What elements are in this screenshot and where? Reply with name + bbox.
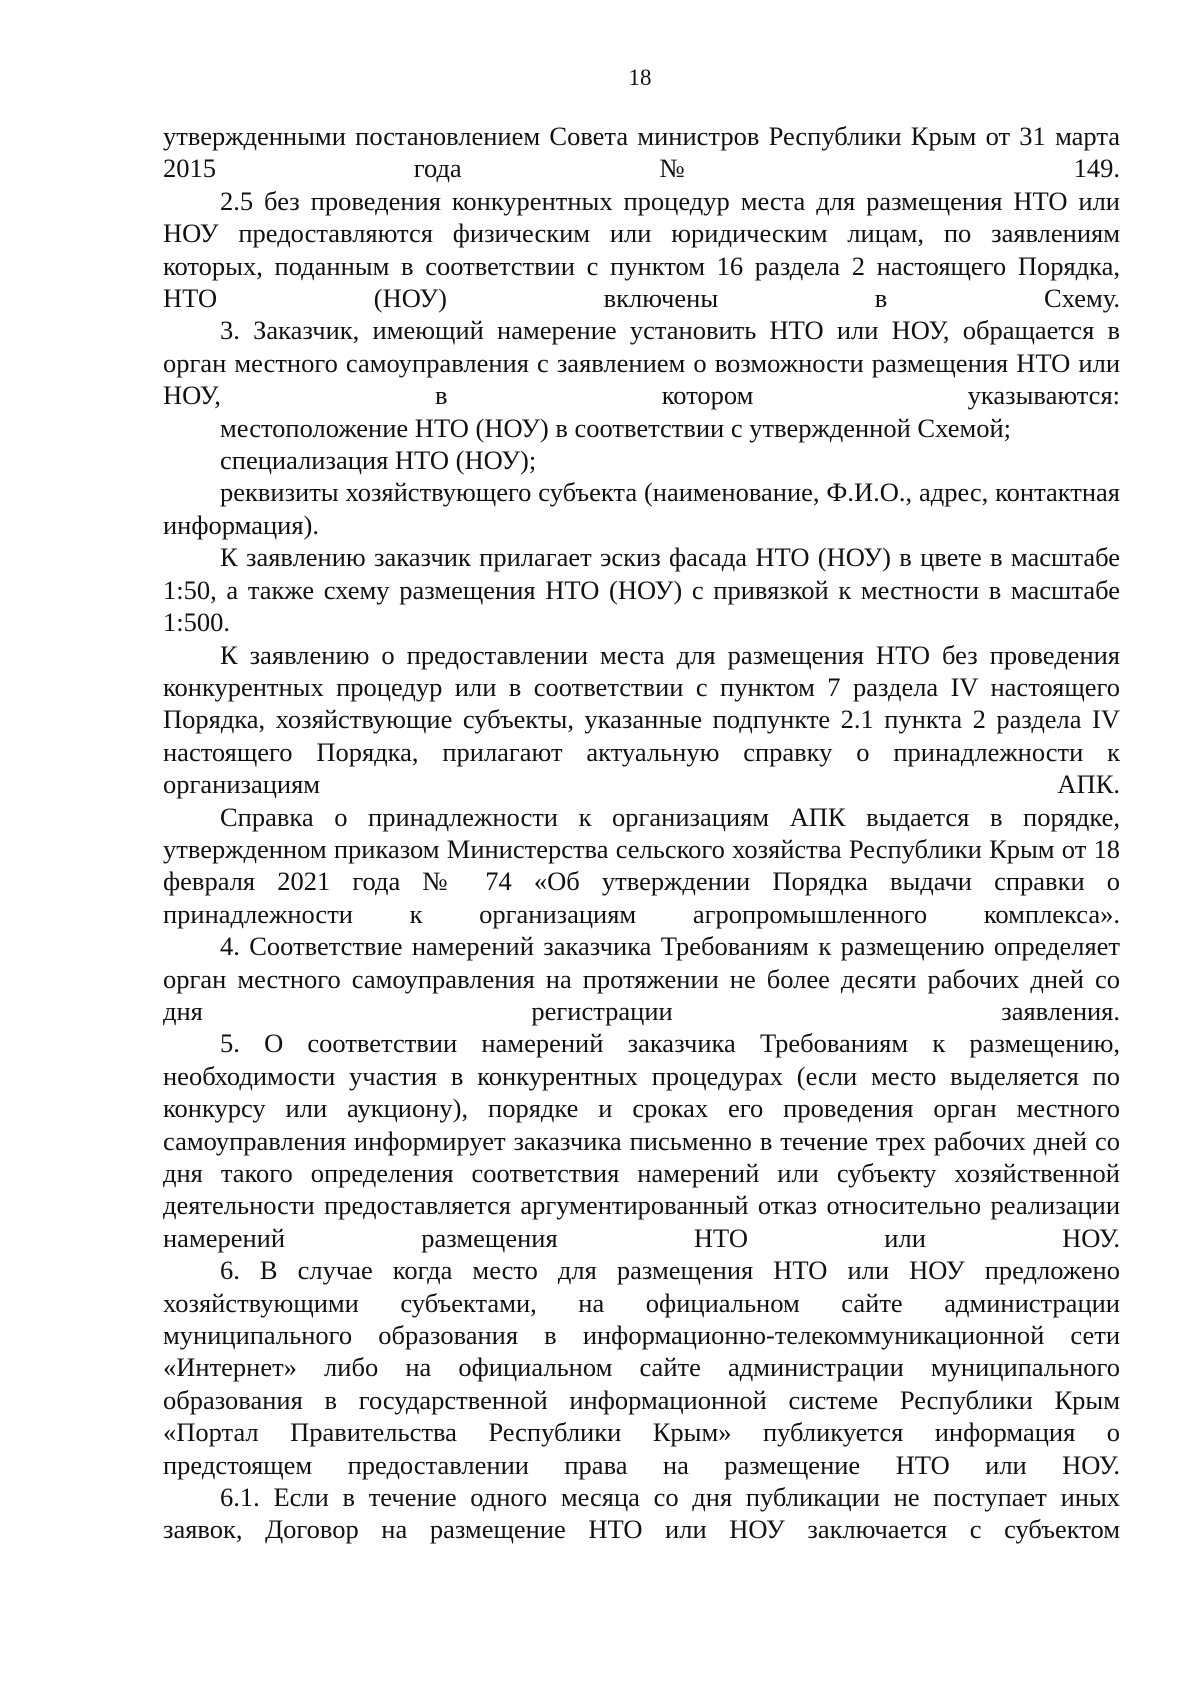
paragraph: специализация НТО (НОУ); — [220, 445, 537, 476]
page-number: 18 — [628, 65, 652, 90]
document-body — [163, 120, 1120, 1546]
paragraph: местоположение НТО (НОУ) в соответствии с утвержденной Схемой; — [220, 412, 1012, 443]
paragraph: 5. О соответствии намерений заказчика Требованиям к размещению, необходимости участия в конкурентных процедурах (если место выделяется по конкурсу или аукциону), порядке и сроках его проведения орган местного самоуправления информирует заказчика письменно в течение трех рабочих дней со дня такого определения соответствия намерений или субъекту хозяйственной деятельности предоставляется аргументированный отказ относительно реализации намерений размещения НТО или НОУ. — [163, 1028, 1120, 1253]
paragraph: 3. Заказчик, имеющий намерение установить НТО или НОУ, обращается в орган местного самоуправления с заявлением о возможности размещения НТО или НОУ, в котором указываются: — [163, 315, 1120, 411]
paragraph: реквизиты хозяйствующего субъекта (наименование, Ф.И.О., адрес, контактная информация). — [163, 477, 1120, 540]
paragraph: 2.5 без проведения конкурентных процедур места для размещения НТО или НОУ предоставляются физическим или юридическим лицам, по заявлениям которых, поданным в соответствии с пунктом 16 раздела 2 настоящего Порядка, НТО (НОУ) включены в Схему. — [163, 185, 1120, 314]
paragraph: 4. Соответствие намерений заказчика Требованиям к размещению определяет орган местного самоуправления на протяжении не более десяти рабочих дней со дня регистрации заявления. — [163, 931, 1120, 1026]
paragraph: утвержденными постановлением Совета министров Республики Крым от 31 марта 2015 года № 149. — [163, 121, 1120, 184]
paragraph: Справка о принадлежности к организациям АПК выдается в порядке, утвержденном приказом Министерства сельского хозяйства Республики Крым от 18 февраля 2021 года № 74 «Об утверждении Порядка выдачи справки о принадлежности к организациям агропромышленного комплекса». — [163, 801, 1120, 929]
paragraph: К заявлению заказчик прилагает эскиз фасада НТО (НОУ) в цвете в масштабе 1:50, а также схему размещения НТО (НОУ) с привязкой к местности в масштабе 1:500. — [163, 542, 1120, 638]
paragraph: К заявлению о предоставлении места для размещения НТО без проведения конкурентных процедур или в соответствии с пунктом 7 раздела IV настоящего Порядка, хозяйствующие субъекты, указанные подпункте 2.1 пункта 2 раздела IV настоящего Порядка, прилагают актуальную справку о принадлежности к организациям АПК. — [163, 639, 1120, 800]
paragraph: 6.1. Если в течение одного месяца со дня публикации не поступает иных заявок, Договор на размещение НТО или НОУ заключается с субъектом — [163, 1482, 1120, 1545]
paragraph: 6. В случае когда место для размещения НТО или НОУ предложено хозяйствующими субъектами, на официальном сайте администрации муниципального образования в информационно-телекоммуникационной сети «Интернет» либо на официальном сайте администрации муниципального образования в государственной информационной системе Республики Крым «Портал Правительства Республики Крым» публикуется информация о предстоящем предоставлении права на размещение НТО или НОУ. — [163, 1255, 1120, 1480]
